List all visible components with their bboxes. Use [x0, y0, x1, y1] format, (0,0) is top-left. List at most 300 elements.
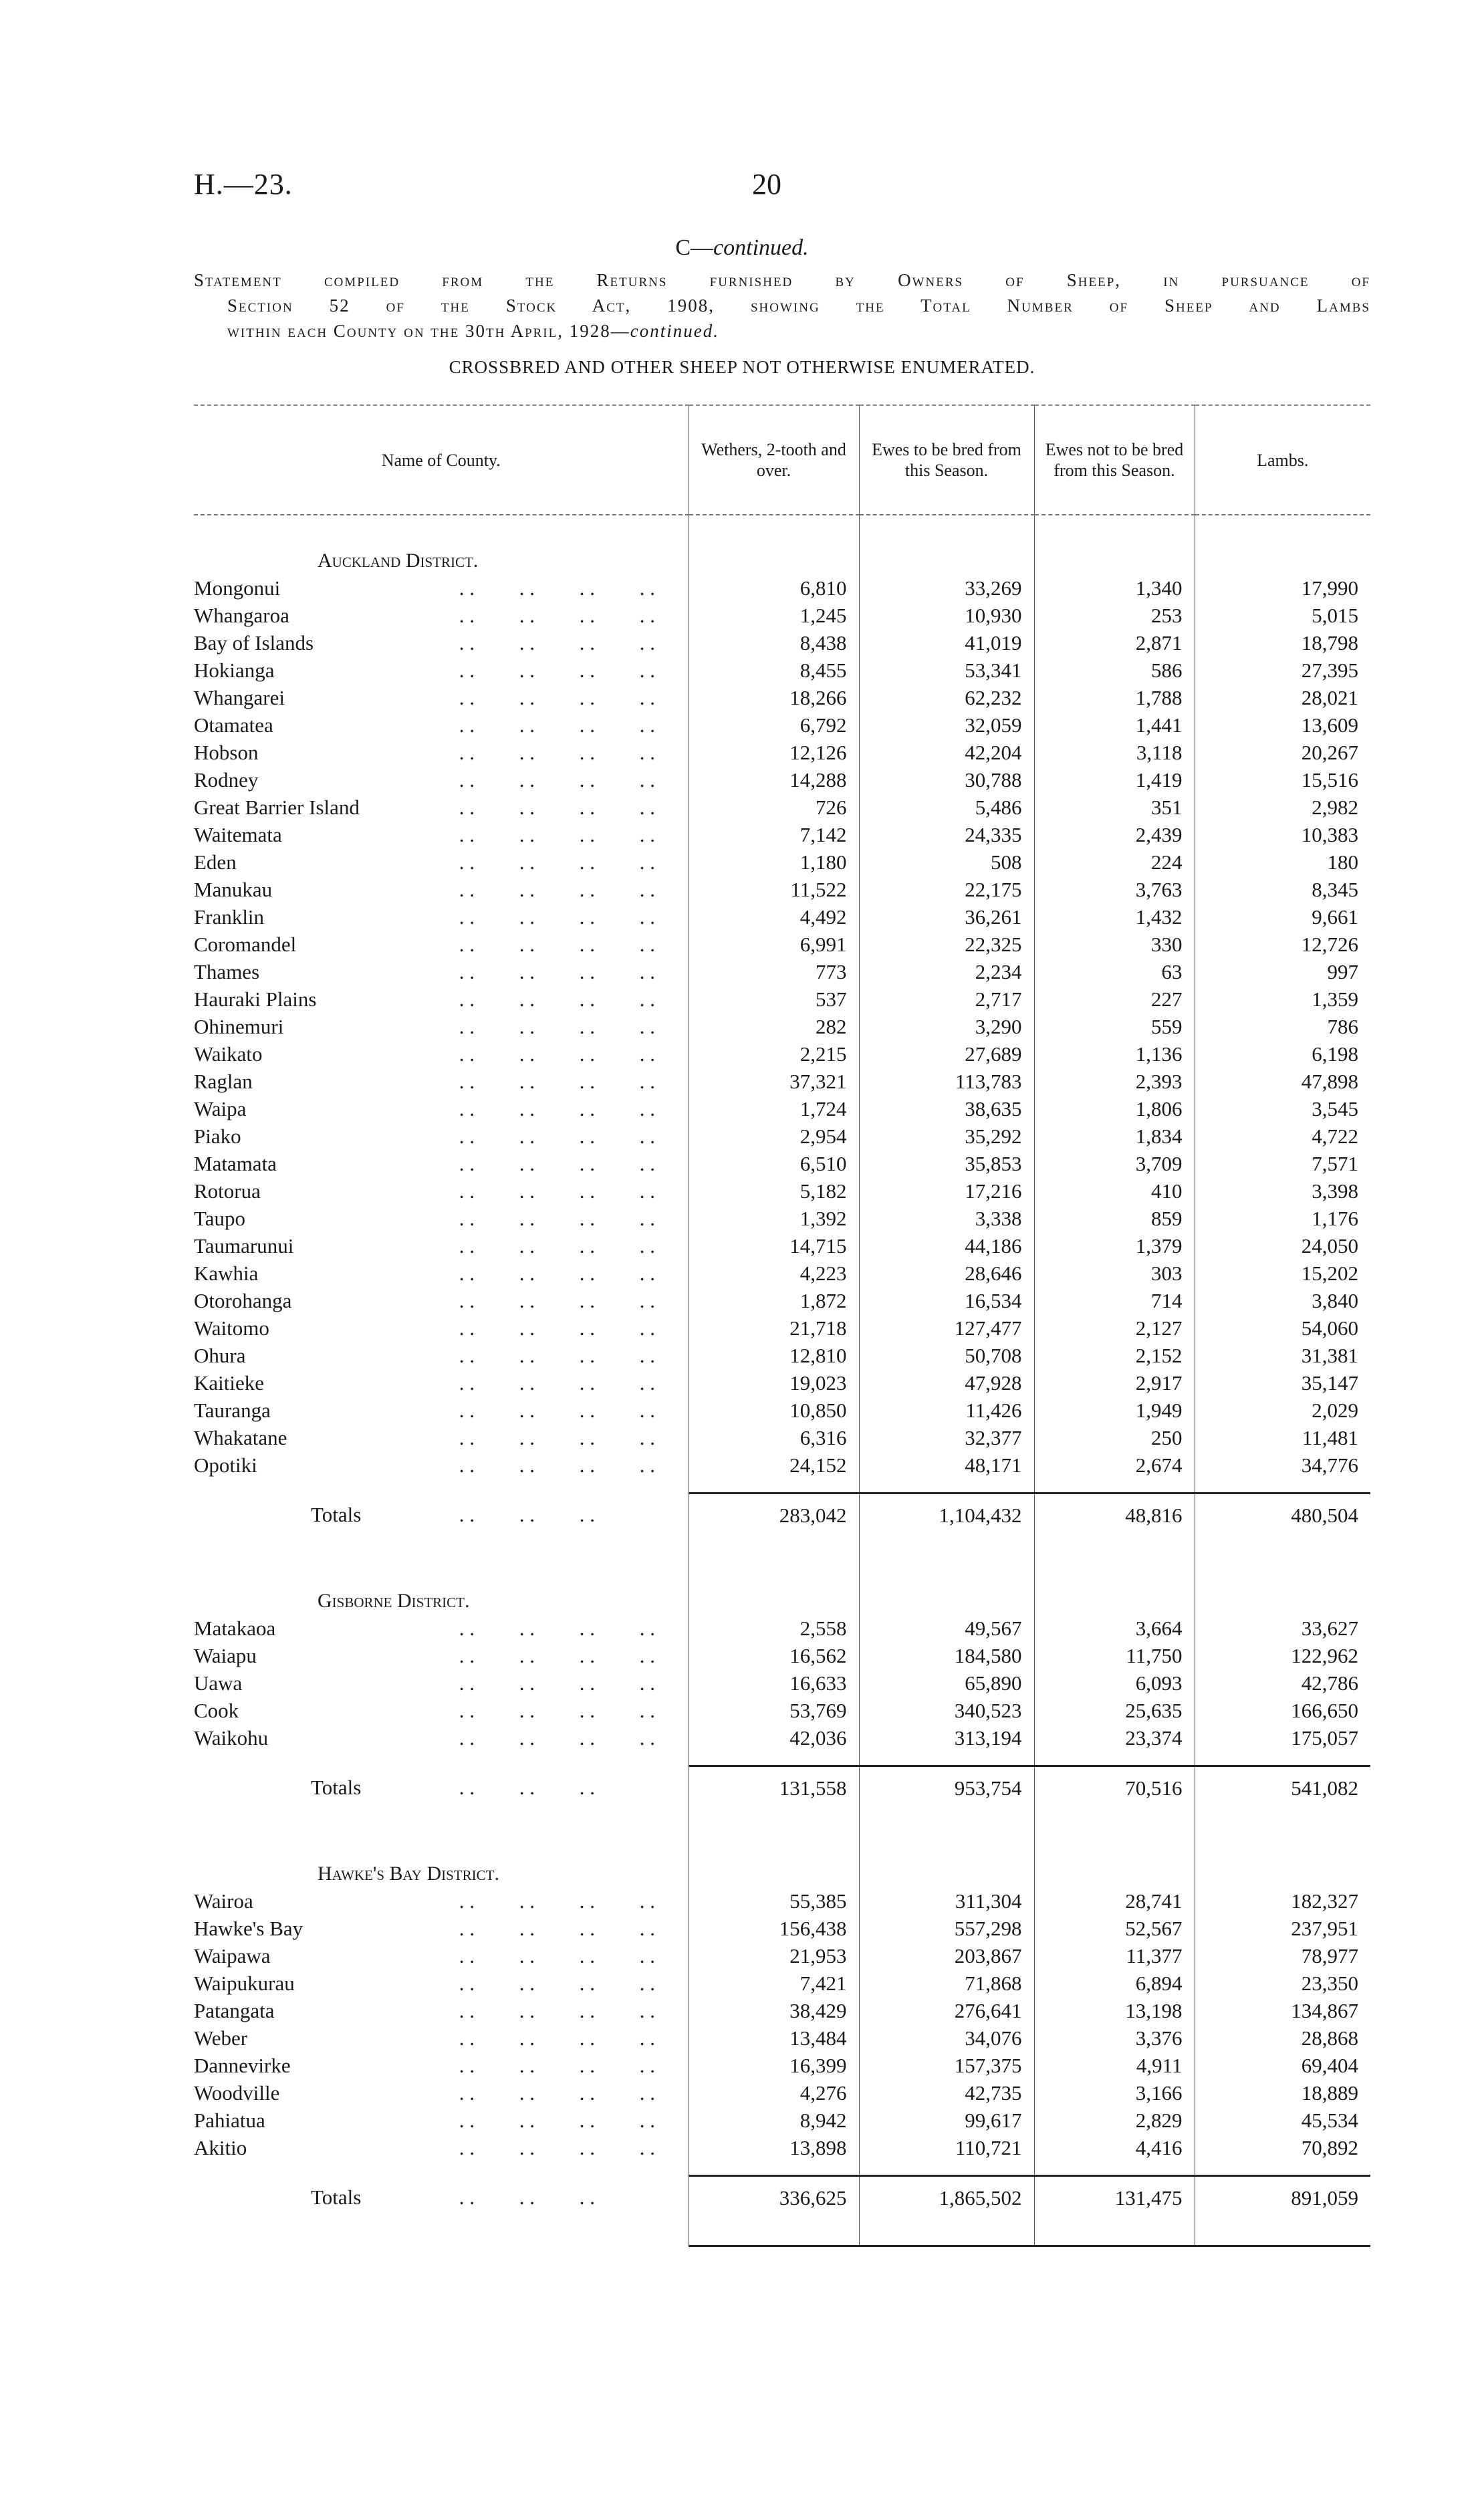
cell-lambs: 480,504: [1195, 1494, 1370, 1536]
county-name: Patangata: [194, 1999, 275, 2022]
statement-line-1: Statement compiled from the Returns furnished by Owners of Sheep, in pursuance of: [194, 270, 1370, 290]
cell-wethers: 156,438: [689, 1915, 859, 1942]
county-cell: [194, 1095, 689, 1122]
county-cell: [194, 848, 689, 876]
county-cell: [194, 2134, 689, 2161]
table-row: [194, 1887, 1370, 1915]
cell-lambs: 122,962: [1195, 1642, 1370, 1669]
cell-lambs: 18,889: [1195, 2079, 1370, 2107]
cell-wethers: 1,392: [689, 1205, 859, 1232]
cell-ewes-not-bred: 3,376: [1034, 2024, 1195, 2052]
cell-lambs: 78,977: [1195, 1942, 1370, 1970]
table-row: [194, 1697, 1370, 1724]
cell-wethers: 8,438: [689, 629, 859, 657]
totals-label-cell: Totals . . . . . .: [194, 2176, 689, 2219]
column-header-lambs: Lambs.: [1195, 405, 1370, 515]
cell-ewes-not-bred: 3,118: [1034, 739, 1195, 766]
table-row: [194, 2107, 1370, 2134]
county-cell: [194, 602, 689, 629]
county-name: Dannevirke: [194, 2054, 291, 2077]
cell-ewes-bred: 22,175: [859, 876, 1034, 903]
district-name: Auckland District.: [318, 550, 479, 572]
county-name: Waitemata: [194, 823, 282, 846]
county-name: Raglan: [194, 1070, 253, 1093]
county-name: Coromandel: [194, 933, 297, 956]
leader-dots: . . . . . . . .: [459, 604, 655, 627]
county-cell: [194, 1451, 689, 1479]
cell-wethers: 726: [689, 794, 859, 821]
county-name: Manukau: [194, 878, 273, 901]
cell-ewes-bred: 32,059: [859, 711, 1034, 739]
totals-row: [194, 2176, 1370, 2219]
cell-lambs: 12,726: [1195, 931, 1370, 958]
cell-lambs: 3,398: [1195, 1177, 1370, 1205]
cell-lambs: 7,571: [1195, 1150, 1370, 1177]
table-row: [194, 1397, 1370, 1424]
county-name: Otorohanga: [194, 1289, 292, 1312]
cell-ewes-not-bred: 70,516: [1034, 1766, 1195, 1809]
leader-dots: . . . . . . . .: [459, 1426, 655, 1449]
column-header-ewes-not-bred: Ewes not to be bred from this Season.: [1034, 405, 1195, 515]
table-row: [194, 1342, 1370, 1369]
table-row: [194, 876, 1370, 903]
cell-lambs: 10,383: [1195, 821, 1370, 848]
county-cell: [194, 1942, 689, 1970]
cell-ewes-not-bred: 48,816: [1034, 1494, 1195, 1536]
cell-ewes-not-bred: 2,917: [1034, 1369, 1195, 1397]
cell-wethers: 8,455: [689, 657, 859, 684]
county-cell: [194, 821, 689, 848]
cell-wethers: 6,991: [689, 931, 859, 958]
cell-lambs: 6,198: [1195, 1040, 1370, 1068]
cell-wethers: 7,142: [689, 821, 859, 848]
cell-wethers: 13,898: [689, 2134, 859, 2161]
table-row: [194, 958, 1370, 985]
table-row: [194, 2024, 1370, 2052]
cell-lambs: 166,650: [1195, 1697, 1370, 1724]
cell-wethers: 7,421: [689, 1970, 859, 1997]
cell-ewes-not-bred: 1,379: [1034, 1232, 1195, 1260]
cell-lambs: 175,057: [1195, 1724, 1370, 1752]
cell-ewes-not-bred: 11,377: [1034, 1942, 1195, 1970]
leader-dots: . . . . . . . .: [459, 1097, 655, 1120]
county-cell: [194, 1369, 689, 1397]
county-name: Uawa: [194, 1671, 243, 1695]
cell-wethers: 6,810: [689, 574, 859, 602]
cell-wethers: 16,399: [689, 2052, 859, 2079]
leader-dots: . . . . . . . .: [459, 1399, 655, 1422]
cell-lambs: 47,898: [1195, 1068, 1370, 1095]
county-cell: [194, 1122, 689, 1150]
cell-ewes-bred: 65,890: [859, 1669, 1034, 1697]
table-row: [194, 1068, 1370, 1095]
cell-wethers: 21,953: [689, 1942, 859, 1970]
cell-ewes-bred: 62,232: [859, 684, 1034, 711]
county-name: Thames: [194, 960, 260, 983]
cell-ewes-not-bred: 1,949: [1034, 1397, 1195, 1424]
county-name: Waiapu: [194, 1644, 257, 1667]
cell-ewes-bred: 557,298: [859, 1915, 1034, 1942]
cell-ewes-bred: 71,868: [859, 1970, 1034, 1997]
continued-heading: C—continued.: [675, 235, 809, 260]
leader-dots: . . . . . . . .: [459, 1316, 655, 1340]
cell-wethers: 11,522: [689, 876, 859, 903]
county-cell: [194, 657, 689, 684]
leader-dots: . . . . . . . .: [459, 576, 655, 600]
leader-dots: . . . . . . . .: [459, 1042, 655, 1066]
cell-wethers: 131,558: [689, 1766, 859, 1809]
leader-dots: . . . . . . . .: [459, 1152, 655, 1175]
cell-ewes-not-bred: 586: [1034, 657, 1195, 684]
county-name: Waipawa: [194, 1944, 271, 1968]
cell-ewes-not-bred: 253: [1034, 602, 1195, 629]
county-name: Hobson: [194, 741, 259, 764]
cell-wethers: 37,321: [689, 1068, 859, 1095]
county-cell: [194, 958, 689, 985]
county-cell: [194, 1150, 689, 1177]
cell-lambs: 54,060: [1195, 1314, 1370, 1342]
table-body: [194, 515, 1370, 2246]
cell-ewes-not-bred: 4,911: [1034, 2052, 1195, 2079]
cell-ewes-bred: 313,194: [859, 1724, 1034, 1752]
table-row: [194, 1915, 1370, 1942]
totals-row: [194, 1766, 1370, 1809]
county-name: Hokianga: [194, 659, 275, 682]
county-cell: [194, 2052, 689, 2079]
district-heading-row: [194, 1576, 1370, 1615]
cell-ewes-bred: 203,867: [859, 1942, 1034, 1970]
cell-ewes-bred: 28,646: [859, 1260, 1034, 1287]
cell-lambs: 24,050: [1195, 1232, 1370, 1260]
cell-wethers: 2,215: [689, 1040, 859, 1068]
cell-lambs: 15,516: [1195, 766, 1370, 794]
table-row: [194, 1669, 1370, 1697]
county-cell: [194, 1040, 689, 1068]
cell-ewes-not-bred: 1,136: [1034, 1040, 1195, 1068]
cell-lambs: 13,609: [1195, 711, 1370, 739]
county-name: Eden: [194, 850, 237, 874]
county-name: Mongonui: [194, 576, 281, 600]
cell-wethers: 24,152: [689, 1451, 859, 1479]
county-name: Kawhia: [194, 1262, 259, 1285]
cell-wethers: 2,954: [689, 1122, 859, 1150]
table-row: [194, 1150, 1370, 1177]
cell-lambs: 11,481: [1195, 1424, 1370, 1451]
county-cell: [194, 1915, 689, 1942]
county-cell: [194, 1615, 689, 1642]
cell-lambs: 28,868: [1195, 2024, 1370, 2052]
cell-wethers: 53,769: [689, 1697, 859, 1724]
county-cell: [194, 1970, 689, 1997]
cell-ewes-bred: 508: [859, 848, 1034, 876]
cell-ewes-not-bred: 63: [1034, 958, 1195, 985]
cell-wethers: 537: [689, 985, 859, 1013]
cell-ewes-bred: 53,341: [859, 657, 1034, 684]
table-row: [194, 1942, 1370, 1970]
totals-label: Totals: [311, 1502, 362, 1526]
cell-ewes-bred: 33,269: [859, 574, 1034, 602]
cell-ewes-bred: 32,377: [859, 1424, 1034, 1451]
cell-wethers: 2,558: [689, 1615, 859, 1642]
table-row: [194, 766, 1370, 794]
cell-wethers: 12,810: [689, 1342, 859, 1369]
totals-row: [194, 1494, 1370, 1536]
county-name: Whakatane: [194, 1426, 287, 1449]
cell-wethers: 14,715: [689, 1232, 859, 1260]
cell-lambs: 18,798: [1195, 629, 1370, 657]
leader-dots: . . . . . . . .: [459, 1344, 655, 1367]
county-name: Opotiki: [194, 1453, 257, 1477]
cell-ewes-bred: 27,689: [859, 1040, 1034, 1068]
cell-wethers: 18,266: [689, 684, 859, 711]
county-cell: [194, 1068, 689, 1095]
cell-ewes-bred: 49,567: [859, 1615, 1034, 1642]
county-name: Taumarunui: [194, 1234, 294, 1258]
county-cell: [194, 684, 689, 711]
county-name: Waikato: [194, 1042, 263, 1066]
cell-ewes-not-bred: 28,741: [1034, 1887, 1195, 1915]
county-name: Taupo: [194, 1207, 246, 1230]
leader-dots: . . . . . . . .: [459, 1944, 655, 1968]
cell-lambs: 786: [1195, 1013, 1370, 1040]
cell-wethers: 4,492: [689, 903, 859, 931]
cell-lambs: 23,350: [1195, 1970, 1370, 1997]
county-name: Matamata: [194, 1152, 277, 1175]
leader-dots: . . . . . . . .: [459, 1699, 655, 1722]
district-heading-row: [194, 1849, 1370, 1887]
leader-dots: . . . . . . . .: [459, 1453, 655, 1477]
statement-line-2: Section 52 of the Stock Act, 1908, showing the Total Number of Sheep and Lambs: [227, 295, 1370, 316]
cell-ewes-bred: 99,617: [859, 2107, 1034, 2134]
table-row: [194, 2079, 1370, 2107]
cell-ewes-bred: 340,523: [859, 1697, 1034, 1724]
leader-dots: . . . . . . . .: [459, 1617, 655, 1640]
county-name: Hawke's Bay: [194, 1917, 303, 1940]
leader-dots: . . . . . . . .: [459, 1972, 655, 1995]
cell-ewes-bred: 110,721: [859, 2134, 1034, 2161]
cell-lambs: 541,082: [1195, 1766, 1370, 1809]
cell-ewes-bred: 50,708: [859, 1342, 1034, 1369]
cell-lambs: 180: [1195, 848, 1370, 876]
cell-ewes-bred: 16,534: [859, 1287, 1034, 1314]
cell-ewes-bred: 22,325: [859, 931, 1034, 958]
cell-ewes-not-bred: 351: [1034, 794, 1195, 821]
cell-lambs: 1,359: [1195, 985, 1370, 1013]
statement-line-3: within each County on the 30th April, 1928—continued.: [227, 321, 719, 341]
cell-ewes-not-bred: 2,829: [1034, 2107, 1195, 2134]
cell-ewes-not-bred: 6,894: [1034, 1970, 1195, 1997]
cell-ewes-not-bred: 13,198: [1034, 1997, 1195, 2024]
leader-dots: . . . . . . . .: [459, 2109, 655, 2132]
leader-dots: . . . . . . . .: [459, 1289, 655, 1312]
county-cell: [194, 574, 689, 602]
county-cell: [194, 2079, 689, 2107]
cell-ewes-not-bred: 859: [1034, 1205, 1195, 1232]
table-row: [194, 1260, 1370, 1287]
leader-dots: . . . . . . . .: [459, 1262, 655, 1285]
leader-dots: . . . . . . . .: [459, 1999, 655, 2022]
county-cell: [194, 794, 689, 821]
table-row: [194, 2052, 1370, 2079]
cell-lambs: 17,990: [1195, 574, 1370, 602]
cell-wethers: 6,316: [689, 1424, 859, 1451]
cell-ewes-not-bred: 2,674: [1034, 1451, 1195, 1479]
county-name: Whangaroa: [194, 604, 289, 627]
county-cell: [194, 1724, 689, 1752]
county-cell: [194, 1669, 689, 1697]
cell-ewes-not-bred: 25,635: [1034, 1697, 1195, 1724]
leader-dots: . . . . . . . .: [459, 741, 655, 764]
county-name: Matakaoa: [194, 1617, 276, 1640]
statement-heading: [194, 267, 1370, 344]
county-cell: [194, 903, 689, 931]
county-cell: [194, 739, 689, 766]
cell-lambs: 3,840: [1195, 1287, 1370, 1314]
cell-lambs: 20,267: [1195, 739, 1370, 766]
table-row: [194, 711, 1370, 739]
cell-ewes-not-bred: 1,788: [1034, 684, 1195, 711]
totals-label-cell: Totals . . . . . .: [194, 1766, 689, 1809]
county-name: Woodville: [194, 2081, 280, 2105]
cell-lambs: 34,776: [1195, 1451, 1370, 1479]
totals-label-cell: Totals . . . . . .: [194, 1494, 689, 1536]
table-row: [194, 739, 1370, 766]
county-cell: [194, 1424, 689, 1451]
county-name: Piako: [194, 1124, 241, 1148]
cell-wethers: 42,036: [689, 1724, 859, 1752]
table-row: [194, 1013, 1370, 1040]
cell-wethers: 6,510: [689, 1150, 859, 1177]
county-name: Cook: [194, 1699, 239, 1722]
leader-dots: . . . . . . . .: [459, 768, 655, 792]
county-name: Waipukurau: [194, 1972, 295, 1995]
leader-dots: . . . . . . . .: [459, 1889, 655, 1913]
cell-lambs: 33,627: [1195, 1615, 1370, 1642]
leader-dots: . . . . . . . .: [459, 987, 655, 1011]
leader-dots: . . . . . . . .: [459, 905, 655, 929]
cell-wethers: 282: [689, 1013, 859, 1040]
cell-ewes-bred: 41,019: [859, 629, 1034, 657]
cell-ewes-bred: 276,641: [859, 1997, 1034, 2024]
county-cell: [194, 1013, 689, 1040]
county-name: Hauraki Plains: [194, 987, 317, 1011]
cell-ewes-not-bred: 1,806: [1034, 1095, 1195, 1122]
cell-ewes-bred: 42,735: [859, 2079, 1034, 2107]
cell-ewes-not-bred: 2,127: [1034, 1314, 1195, 1342]
cell-ewes-not-bred: 4,416: [1034, 2134, 1195, 2161]
leader-dots: . . . . . . . .: [459, 2081, 655, 2105]
county-name: Waikohu: [194, 1726, 269, 1750]
county-name: Kaitieke: [194, 1371, 265, 1395]
county-cell: [194, 1314, 689, 1342]
county-name: Waitomo: [194, 1316, 269, 1340]
county-cell: [194, 876, 689, 903]
county-name: Otamatea: [194, 713, 273, 737]
leader-dots: . . . . . . . .: [459, 1671, 655, 1695]
leader-dots: . . . . . . . .: [459, 1015, 655, 1038]
county-cell: [194, 1642, 689, 1669]
sheep-returns-table: [194, 404, 1370, 2247]
cell-ewes-not-bred: 3,664: [1034, 1615, 1195, 1642]
cell-wethers: 55,385: [689, 1887, 859, 1915]
cell-wethers: 1,180: [689, 848, 859, 876]
county-name: Tauranga: [194, 1399, 271, 1422]
cell-ewes-not-bred: 1,419: [1034, 766, 1195, 794]
cell-ewes-bred: 127,477: [859, 1314, 1034, 1342]
cell-ewes-not-bred: 1,432: [1034, 903, 1195, 931]
county-name: Bay of Islands: [194, 631, 314, 654]
cell-ewes-bred: 35,853: [859, 1150, 1034, 1177]
cell-wethers: 1,872: [689, 1287, 859, 1314]
table-row: [194, 1122, 1370, 1150]
leader-dots: . . . . . . . .: [459, 878, 655, 901]
table-row: [194, 602, 1370, 629]
leader-dots: . . . . . . . .: [459, 2026, 655, 2050]
cell-lambs: 15,202: [1195, 1260, 1370, 1287]
cell-wethers: 16,562: [689, 1642, 859, 1669]
table-row: [194, 1232, 1370, 1260]
county-cell: [194, 629, 689, 657]
cell-lambs: 2,982: [1195, 794, 1370, 821]
leader-dots: . . . . . . . .: [459, 713, 655, 737]
cell-wethers: 14,288: [689, 766, 859, 794]
cell-wethers: 8,942: [689, 2107, 859, 2134]
table-row: [194, 657, 1370, 684]
table-row: [194, 1642, 1370, 1669]
cell-lambs: 45,534: [1195, 2107, 1370, 2134]
county-cell: [194, 1697, 689, 1724]
cell-lambs: 1,176: [1195, 1205, 1370, 1232]
cell-ewes-bred: 113,783: [859, 1068, 1034, 1095]
cell-ewes-bred: 24,335: [859, 821, 1034, 848]
leader-dots: . . . . . . . .: [459, 796, 655, 819]
cell-wethers: 4,276: [689, 2079, 859, 2107]
cell-ewes-not-bred: 559: [1034, 1013, 1195, 1040]
table-row: [194, 848, 1370, 876]
cell-wethers: 12,126: [689, 739, 859, 766]
leader-dots: . . . . . . . .: [459, 823, 655, 846]
cell-lambs: 4,722: [1195, 1122, 1370, 1150]
cell-ewes-not-bred: 250: [1034, 1424, 1195, 1451]
county-cell: [194, 766, 689, 794]
leader-dots: . . . . . . . .: [459, 1371, 655, 1395]
table-row: [194, 1451, 1370, 1479]
leader-dots: . . . . . . . .: [459, 1917, 655, 1940]
cell-ewes-not-bred: 2,439: [1034, 821, 1195, 848]
cell-lambs: 891,059: [1195, 2176, 1370, 2219]
county-name: Weber: [194, 2026, 248, 2050]
cell-ewes-not-bred: 131,475: [1034, 2176, 1195, 2219]
leader-dots: . . . . . . . .: [459, 2054, 655, 2077]
leader-dots: . . . . . . . .: [459, 960, 655, 983]
cell-ewes-not-bred: 3,709: [1034, 1150, 1195, 1177]
table-row: [194, 1615, 1370, 1642]
cell-ewes-not-bred: 2,871: [1034, 629, 1195, 657]
cell-wethers: 1,724: [689, 1095, 859, 1122]
cell-ewes-not-bred: 3,763: [1034, 876, 1195, 903]
leader-dots: . . . . . . . .: [459, 686, 655, 709]
page-number: 20: [752, 168, 781, 201]
cell-lambs: 9,661: [1195, 903, 1370, 931]
cell-ewes-bred: 1,865,502: [859, 2176, 1034, 2219]
table-row: [194, 794, 1370, 821]
cell-lambs: 3,545: [1195, 1095, 1370, 1122]
table-row: [194, 903, 1370, 931]
county-name: Franklin: [194, 905, 265, 929]
cell-ewes-bred: 5,486: [859, 794, 1034, 821]
leader-dots: . . . . . . . .: [459, 1234, 655, 1258]
county-name: Pahiatua: [194, 2109, 265, 2132]
